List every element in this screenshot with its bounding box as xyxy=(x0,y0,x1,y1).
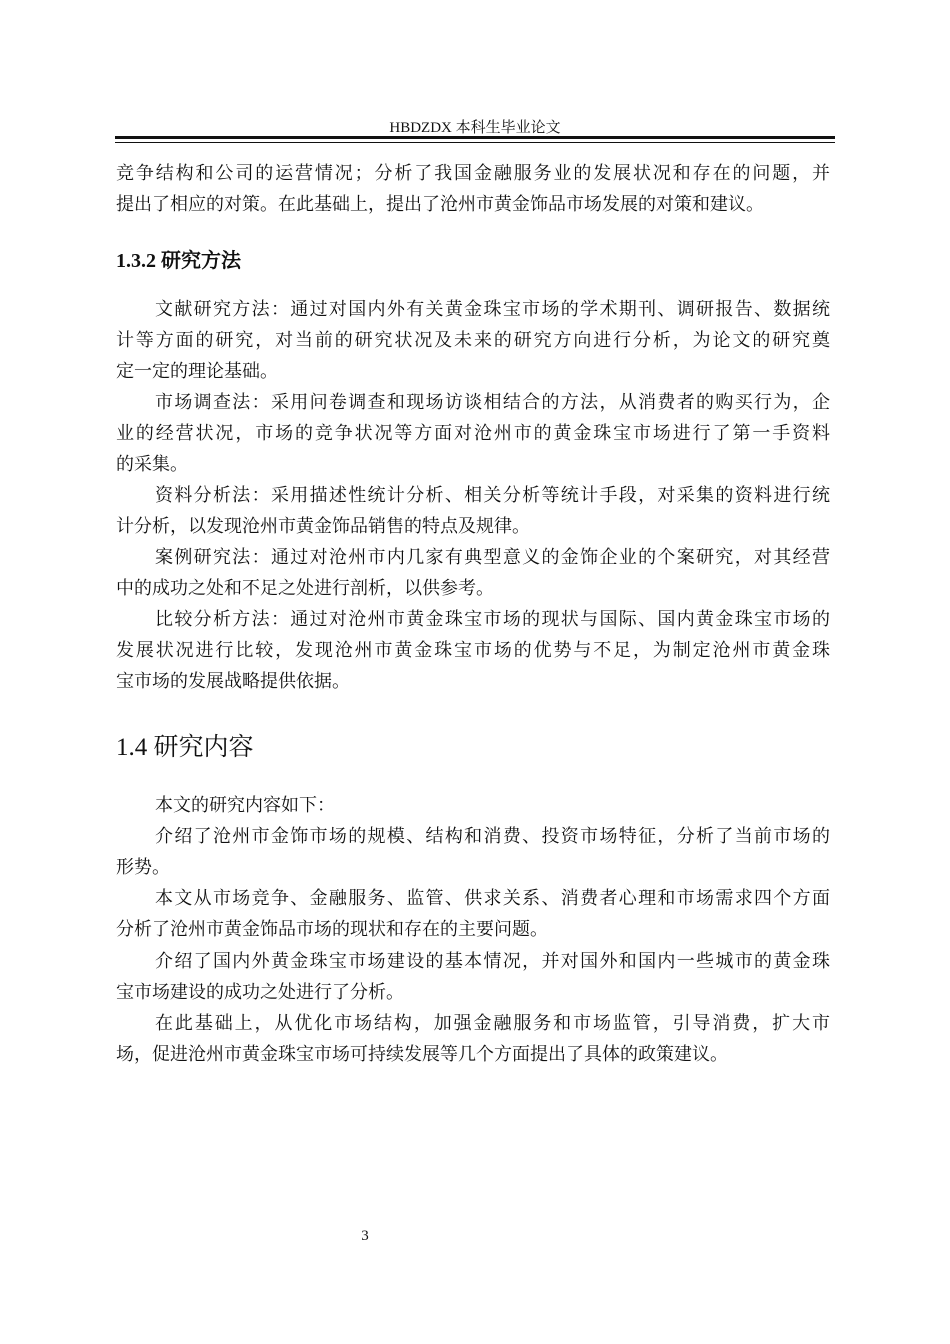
paragraph-line: 文献研究方法：通过对国内外有关黄金珠宝市场的学术期刊、调研报告、数据统 xyxy=(155,299,830,320)
paragraph-line: 中的成功之处和不足之处进行剖析，以供参考。 xyxy=(116,578,494,599)
paragraph-line: 市场调查法：采用问卷调查和现场访谈相结合的方法，从消费者的购买行为，企 xyxy=(155,392,830,413)
paragraph-line: 发展状况进行比较，发现沧州市黄金珠宝市场的优势与不足，为制定沧州市黄金珠 xyxy=(116,640,830,661)
paragraph-line: 定一定的理论基础。 xyxy=(116,361,278,382)
paragraph-line: 比较分析方法：通过对沧州市黄金珠宝市场的现状与国际、国内黄金珠宝市场的 xyxy=(155,609,830,630)
paragraph-line: 计分析，以发现沧州市黄金饰品销售的特点及规律。 xyxy=(116,516,530,537)
paragraph-line: 计等方面的研究，对当前的研究状况及未来的研究方向进行分析，为论文的研究奠 xyxy=(116,330,830,351)
page-header-title: HBDZDX 本科生毕业论文 xyxy=(389,120,561,136)
paragraph-line: 竞争结构和公司的运营情况；分析了我国金融服务业的发展状况和存在的问题，并 xyxy=(116,163,830,184)
paragraph-line: 案例研究法：通过对沧州市内几家有典型意义的金饰企业的个案研究，对其经营 xyxy=(155,547,830,568)
section-heading-1-3-2: 1.3.2 研究方法 xyxy=(116,250,241,272)
paragraph-line: 介绍了国内外黄金珠宝市场建设的基本情况，并对国外和国内一些城市的黄金珠 xyxy=(155,950,830,972)
paragraph-line: 宝市场建设的成功之处进行了分析。 xyxy=(116,981,404,1003)
paragraph-line: 业的经营状况，市场的竞争状况等方面对沧州市的黄金珠宝市场进行了第一手资料 xyxy=(116,423,830,444)
paragraph-line: 提出了相应的对策。在此基础上，提出了沧州市黄金饰品市场发展的对策和建议。 xyxy=(116,194,764,215)
paragraph-line: 场，促进沧州市黄金珠宝市场可持续发展等几个方面提出了具体的政策建议。 xyxy=(116,1043,728,1065)
section-heading-1-4: 1.4 研究内容 xyxy=(116,734,254,761)
paragraph-line: 介绍了沧州市金饰市场的规模、结构和消费、投资市场特征，分析了当前市场的 xyxy=(155,826,830,848)
paragraph-line: 宝市场的发展战略提供依据。 xyxy=(116,671,350,692)
paragraph-line: 本文的研究内容如下： xyxy=(155,795,335,816)
page-number: 3 xyxy=(361,1228,369,1244)
paragraph-line: 在此基础上，从优化市场结构，加强金融服务和市场监管，引导消费，扩大市 xyxy=(155,1012,830,1034)
paragraph-line: 分析了沧州市黄金饰品市场的现状和存在的主要问题。 xyxy=(116,919,548,941)
paragraph-line: 本文从市场竞争、金融服务、监管、供求关系、消费者心理和市场需求四个方面 xyxy=(155,888,830,910)
paragraph-line: 形势。 xyxy=(116,857,170,879)
paragraph-line: 的采集。 xyxy=(116,454,188,475)
paragraph-line: 资料分析法：采用描述性统计分析、相关分析等统计手段，对采集的资料进行统 xyxy=(155,485,830,506)
header-rule-thick xyxy=(115,136,835,139)
header-rule-thin xyxy=(115,142,835,143)
